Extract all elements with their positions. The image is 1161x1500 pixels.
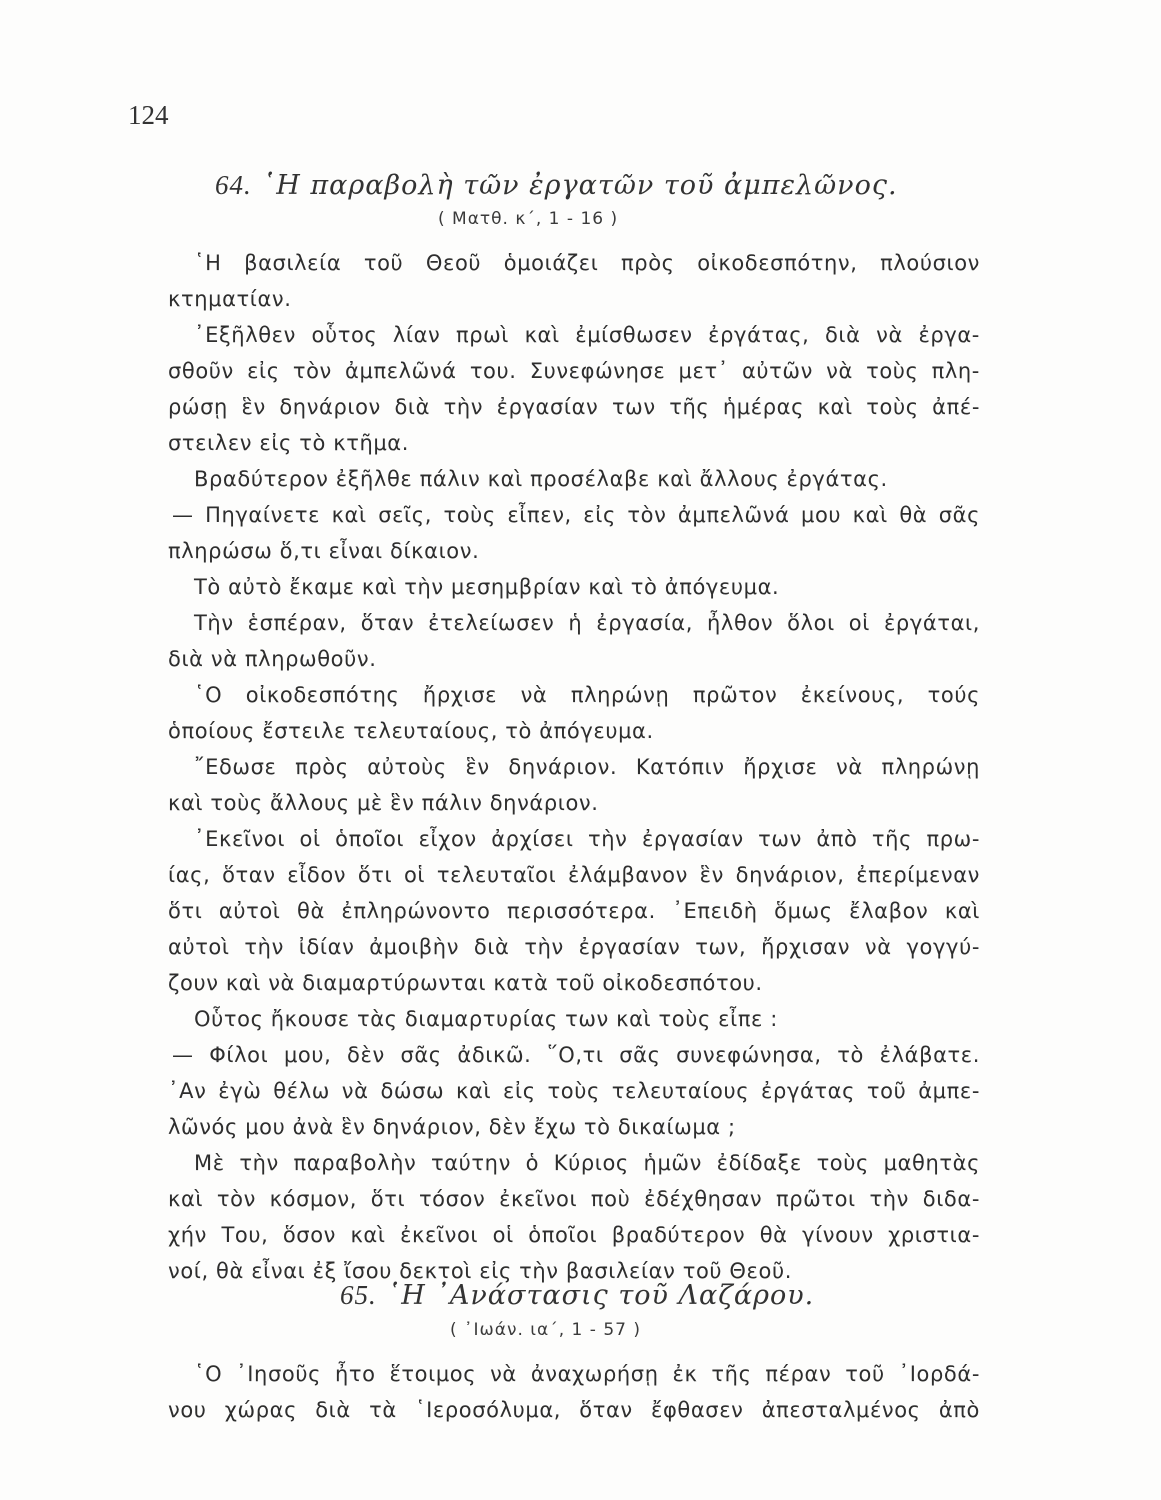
text-line: Μὲ τὴν παραβολὴν ταύτην ὁ Κύριος ἡμῶν ἐδίδαξε τοὺς μαθητὰς [194,1151,980,1175]
text-line: ὁποίους ἔστειλε τελευταίους, τὸ ἀπόγευμα. [168,719,654,743]
section-65-reference: ( ᾿Ιωάν. ια΄, 1 - 57 ) [450,1320,641,1340]
text-line: χήν Του, ὅσον καὶ ἐκεῖνοι οἱ ὁποῖοι βραδύτερον θὰ γίνουν χριστια- [168,1223,980,1247]
page-number: 124 [128,100,169,130]
section-64-reference: ( Ματθ. κ΄, 1 - 16 ) [438,209,619,229]
text-line: λῶνός μου ἀνὰ ἓν δηνάριον, δὲν ἔχω τὸ δικαίωμα ; [168,1115,736,1139]
text-line: ρώσῃ ἓν δηνάριον διὰ τὴν ἐργασίαν των τῆς ἡμέρας καὶ τοὺς ἀπέ- [168,395,980,419]
text-line: Οὗτος ἤκουσε τὰς διαμαρτυρίας των καὶ τοὺς εἶπε : [194,1007,778,1031]
text-line: νου χώρας διὰ τὰ ῾Ιεροσόλυμα, ὅταν ἔφθασεν ἀπεσταλμένος ἀπὸ [168,1398,980,1422]
section-64-heading [215,170,898,201]
text-line: κτηματίαν. [168,287,292,311]
section-65-title: ῾Η ᾿Ανάστασις τοῦ Λαζάρου. [386,1280,815,1311]
text-line: σθοῦν εἰς τὸν ἀμπελῶνά του. Συνεφώνησε μετ᾿ αὐτῶν νὰ τοὺς πλη- [168,359,980,383]
text-line: Τὴν ἑσπέραν, ὅταν ἐτελείωσεν ἡ ἐργασία, ἦλθον ὅλοι οἱ ἐργάται, [194,611,980,635]
text-line: καὶ τὸν κόσμον, ὅτι τόσον ἐκεῖνοι ποὺ ἐδέχθησαν πρῶτοι τὴν διδα- [168,1187,980,1211]
text-line: πληρώσω ὅ,τι εἶναι δίκαιον. [168,539,480,563]
section-64-title: ῾Η παραβολὴ τῶν ἐργατῶν τοῦ ἀμπελῶνος. [261,170,898,201]
text-line: ᾿Εκεῖνοι οἱ ὁποῖοι εἶχον ἀρχίσει τὴν ἐργασίαν των ἀπὸ τῆς πρω- [194,827,980,851]
text-line: ίας, ὅταν εἶδον ὅτι οἱ τελευταῖοι ἐλάμβανον ἓν δηνάριον, ἐπερίμεναν [168,863,980,887]
text-line: νοί, θὰ εἶναι ἐξ ἴσου δεκτοὶ εἰς τὴν βασιλείαν τοῦ Θεοῦ. [168,1259,792,1283]
text-line: — Φίλοι μου, δὲν σᾶς ἀδικῶ. ῞Ο,τι σᾶς συνεφώνησα, τὸ ἐλάβατε. [172,1043,980,1067]
text-line: διὰ νὰ πληρωθοῦν. [168,647,377,671]
section-64-body [168,245,980,1289]
text-line: στειλεν εἰς τὸ κτῆμα. [168,431,410,455]
text-line: ᾿Εξῆλθεν οὗτος λίαν πρωὶ καὶ ἐμίσθωσεν ἐργάτας, διὰ νὰ ἐργα- [194,323,980,347]
section-65-body [168,1356,980,1428]
text-line: καὶ τοὺς ἄλλους μὲ ἓν πάλιν δηνάριον. [168,791,599,815]
text-line: ῎Εδωσε πρὸς αὐτοὺς ἓν δηνάριον. Κατόπιν ἤρχισε νὰ πληρώνῃ [194,755,980,779]
text-line: ᾿Αν ἐγὼ θέλω νὰ δώσω καὶ εἰς τοὺς τελευταίους ἐργάτας τοῦ ἀμπε- [168,1079,980,1103]
text-line: ῾Η βασιλεία τοῦ Θεοῦ ὁμοιάζει πρὸς οἰκοδεσπότην, πλούσιον [194,251,980,275]
text-line: ῾Ο οἰκοδεσπότης ἤρχισε νὰ πληρώνῃ πρῶτον ἐκείνους, τούς [194,683,980,707]
text-line: ὅτι αὐτοὶ θὰ ἐπληρώνοντο περισσότερα. ᾿Επειδὴ ὅμως ἔλαβον καὶ [168,899,980,923]
section-64-number: 64. [215,170,252,200]
text-line: αὐτοὶ τὴν ἰδίαν ἀμοιβὴν διὰ τὴν ἐργασίαν των, ἤρχισαν νὰ γογγύ- [168,935,980,959]
text-line: ζουν καὶ νὰ διαμαρτύρωνται κατὰ τοῦ οἰκοδεσπότου. [168,971,763,995]
text-line: Βραδύτερον ἐξῆλθε πάλιν καὶ προσέλαβε καὶ ἄλλους ἐργάτας. [194,467,888,491]
text-line: ῾Ο ᾿Ιησοῦς ἦτο ἕτοιμος νὰ ἀναχωρήσῃ ἐκ τῆς πέραν τοῦ ᾿Ιορδά- [194,1362,980,1386]
section-65-number: 65. [340,1280,377,1310]
section-65-heading [340,1280,814,1311]
text-line: — Πηγαίνετε καὶ σεῖς, τοὺς εἶπεν, εἰς τὸν ἀμπελῶνά μου καὶ θὰ σᾶς [172,503,980,527]
text-line: Τὸ αὐτὸ ἔκαμε καὶ τὴν μεσημβρίαν καὶ τὸ ἀπόγευμα. [194,575,780,599]
